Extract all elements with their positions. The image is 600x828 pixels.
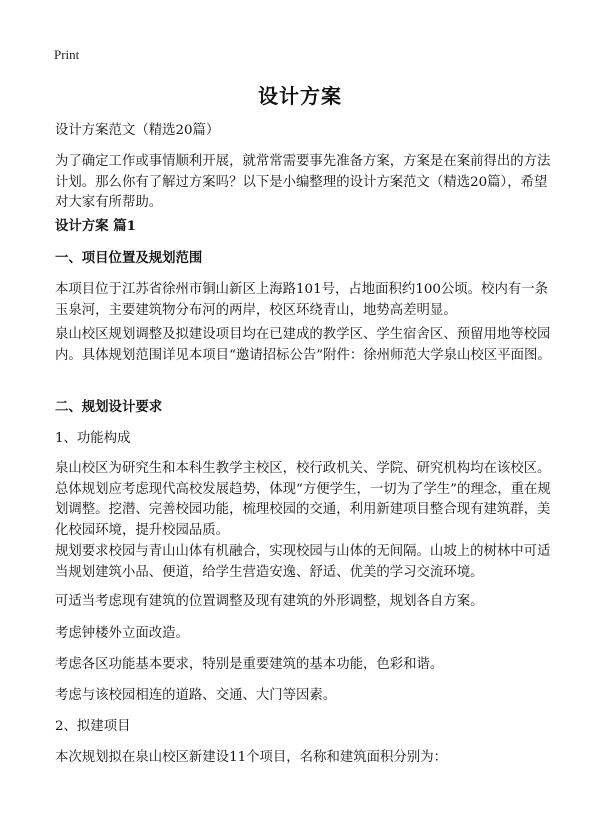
article-heading: 设计方案 篇1 bbox=[55, 218, 136, 234]
page-title: 设计方案 bbox=[258, 84, 342, 108]
location-paragraph-1: 本项目位于江苏省徐州市铜山新区上海路101号，占地面积约100公顷。校内有一条玉泉河，主要建筑物分布河的两岸，校区环绕青山，地势高差明显。 bbox=[55, 282, 549, 318]
function-paragraph-2: 规划要求校园与青山山体有机融合，实现校园与山体的无间隔。山坡上的树林中可适当规划建筑小品、便道，给学生营造安逸、舒适、优美的学习交流环境。 bbox=[55, 544, 551, 580]
function-paragraph-6: 考虑与该校园相连的道路、交通、大门等因素。 bbox=[55, 688, 337, 703]
section-heading-requirements: 二、规划设计要求 bbox=[55, 399, 163, 415]
function-paragraph-1: 泉山校区为研究生和本科生教学主校区，校行政机关、学院、研究机构均在该校区。总体规划应考虑现代高校发展趋势，体现“方便学生，一切为了学生”的理念，重在规划调整。挖潜、完善校园功能，梳理校园的交通，利用新建项目整合现有建筑群，美化校园环境，提升校园品质。 bbox=[55, 461, 551, 538]
planned-projects-paragraph: 本次规划拟在泉山校区新建设11个项目，名称和建筑面积分别为： bbox=[55, 750, 447, 765]
subheading-planned-projects: 2、拟建项目 bbox=[55, 719, 131, 734]
print-link[interactable]: Print bbox=[54, 47, 80, 62]
function-paragraph-3: 可适当考虑现有建筑的位置调整及现有建筑的外形调整，规划各自方案。 bbox=[55, 594, 484, 609]
intro-paragraph: 为了确定工作或事情顺利开展，就常常需要事先准备方案，方案是在案前得出的方法计划。那么你有了解过方案吗？以下是小编整理的设计方案范文（精选20篇），希望对大家有所帮助。 bbox=[55, 154, 551, 210]
document-subtitle: 设计方案范文（精选20篇） bbox=[55, 123, 220, 138]
subheading-function: 1、功能构成 bbox=[55, 431, 131, 446]
function-paragraph-4: 考虑钟楼外立面改造。 bbox=[55, 626, 189, 641]
function-paragraph-5: 考虑各区功能基本要求，特别是重要建筑的基本功能，色彩和谐。 bbox=[55, 657, 444, 672]
location-paragraph-2: 泉山校区规划调整及拟建设项目均在已建成的教学区、学生宿舍区、预留用地等校园内。具体规划范围详见本项目“邀请招标公告”附件：徐州师范大学泉山校区平面图。 bbox=[55, 327, 551, 363]
section-heading-location: 一、项目位置及规划范围 bbox=[55, 250, 203, 266]
